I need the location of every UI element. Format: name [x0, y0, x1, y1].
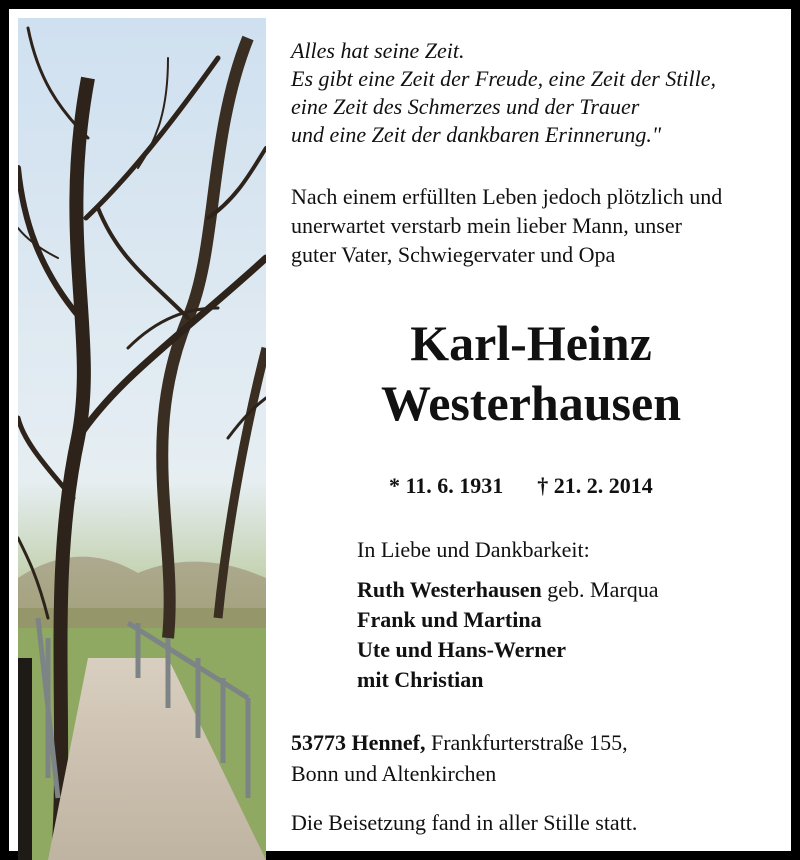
- burial-note: Die Beisetzung fand in aller Stille statt.: [291, 810, 638, 835]
- obituary-text: [291, 37, 791, 835]
- poem-line: Alles hat seine Zeit.: [291, 38, 465, 63]
- poem-line: und eine Zeit der dankbaren Erinnerung.": [291, 122, 662, 147]
- intro-line: unerwartet verstarb mein lieber Mann, unser: [291, 213, 682, 238]
- family-line: Frank und Martina: [357, 607, 542, 632]
- birth-date: * 11. 6. 1931: [389, 473, 504, 498]
- first-name: Karl-Heinz: [410, 315, 652, 371]
- address-line: Bonn und Altenkirchen: [291, 761, 497, 786]
- family-line: mit Christian: [357, 667, 484, 692]
- maiden-name: geb. Marqua: [541, 577, 659, 602]
- last-name: Westerhausen: [381, 375, 681, 431]
- intro-line: Nach einem erfüllten Leben jedoch plötzlich und: [291, 184, 723, 209]
- life-dates: [389, 473, 687, 499]
- intro-line: guter Vater, Schwiegervater und Opa: [291, 242, 616, 267]
- landscape-image: [18, 18, 266, 860]
- address-line: [291, 727, 628, 758]
- family-line: [357, 575, 658, 605]
- death-date: † 21. 2. 2014: [537, 473, 653, 498]
- deceased-name: [281, 313, 781, 433]
- address-city: 53773 Hennef,: [291, 730, 426, 755]
- intro-text: [291, 182, 791, 269]
- poem: [291, 37, 791, 149]
- poem-line: Es gibt eine Zeit der Freude, eine Zeit der Stille,: [291, 66, 717, 91]
- family-line: Ute und Hans-Werner: [357, 637, 566, 662]
- widow-name: Ruth Westerhausen: [357, 577, 542, 602]
- address-street: Frankfurterstraße 155,: [425, 730, 628, 755]
- photo-trees-bridge: [18, 18, 266, 860]
- poem-line: eine Zeit des Schmerzes und der Trauer: [291, 94, 640, 119]
- family-list: [357, 575, 658, 695]
- address: [291, 727, 628, 789]
- thanks-line: In Liebe und Dankbarkeit:: [357, 537, 590, 562]
